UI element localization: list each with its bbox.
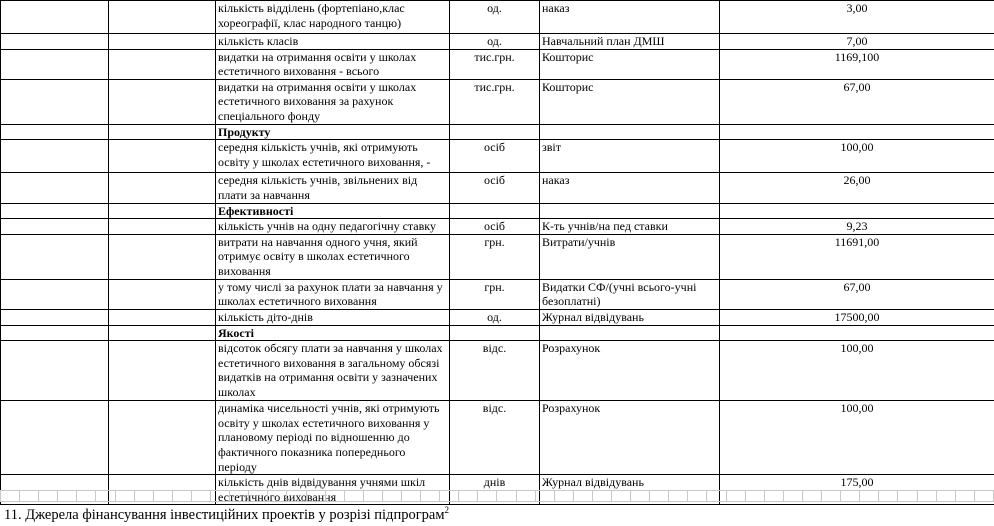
grid-cell bbox=[554, 491, 573, 502]
source-cell: наказ bbox=[540, 173, 720, 203]
grid-cell bbox=[96, 491, 115, 502]
source-cell: наказ bbox=[540, 1, 720, 34]
source-cell: Витрати/учнів bbox=[540, 234, 720, 279]
source-cell: К-ть учнів/на пед ставки bbox=[540, 219, 720, 235]
unit-cell: днів bbox=[450, 475, 540, 505]
blank-cell bbox=[540, 325, 720, 341]
indicator-name: середня кількість учнів, звільнених від плати за навчання bbox=[216, 173, 450, 203]
blank-cell bbox=[1, 140, 109, 173]
value-cell: 67,00 bbox=[720, 279, 994, 309]
value-cell: 9,23 bbox=[720, 219, 994, 235]
grid-cell bbox=[612, 491, 631, 502]
section-row bbox=[1, 203, 994, 219]
value-cell: 11691,00 bbox=[720, 234, 994, 279]
grid-cell bbox=[573, 491, 592, 502]
grid-cell bbox=[325, 491, 344, 502]
grid-cell bbox=[860, 491, 879, 502]
value-cell: 17500,00 bbox=[720, 309, 994, 325]
blank-cell bbox=[1, 34, 109, 50]
grid-cell bbox=[211, 491, 230, 502]
indicator-name: видатки на отримання освіти у школах естетичного виховання - всього bbox=[216, 49, 450, 79]
blank-cell bbox=[1, 49, 109, 79]
grid-cell bbox=[592, 491, 611, 502]
source-cell: Видатки СФ/(учні всього-учні безоплатні) bbox=[540, 279, 720, 309]
indicator-name: витрати на навчання одного учня, який отримує освіту в школах естетичного виховання bbox=[216, 234, 450, 279]
grid-cell bbox=[20, 491, 39, 502]
section-heading bbox=[4, 505, 449, 524]
blank-cell bbox=[109, 173, 216, 203]
table-row bbox=[1, 49, 994, 79]
blank-cell bbox=[1, 401, 109, 475]
source-cell: звіт bbox=[540, 140, 720, 173]
grid-cell bbox=[268, 491, 287, 502]
blank-cell bbox=[109, 124, 216, 140]
grid-cell bbox=[516, 491, 535, 502]
grid-cell bbox=[535, 491, 554, 502]
value-cell: 100,00 bbox=[720, 401, 994, 475]
grid-cell bbox=[382, 491, 401, 502]
source-cell: Кошторис bbox=[540, 79, 720, 124]
section-title: Якості bbox=[216, 325, 450, 341]
grid-cell bbox=[974, 491, 993, 502]
grid-cell bbox=[783, 491, 802, 502]
grid-cell bbox=[688, 491, 707, 502]
indicator-name: кількість відділень (фортепіано,клас хореографії, клас народного танцю) bbox=[216, 1, 450, 34]
table-row bbox=[1, 34, 994, 50]
blank-cell bbox=[109, 1, 216, 34]
section-title: Продукту bbox=[216, 124, 450, 140]
grid-cell bbox=[707, 491, 726, 502]
grid-cell bbox=[344, 491, 363, 502]
grid-cell bbox=[955, 491, 974, 502]
blank-cell bbox=[109, 79, 216, 124]
grid-cell bbox=[1, 491, 20, 502]
section-heading-text: 11. Джерела фінансування інвестиційних проектів у розрізі підпрограм bbox=[4, 507, 445, 523]
grid-cell bbox=[841, 491, 860, 502]
source-cell: Журнал відвідувань bbox=[540, 475, 720, 505]
blank-cell bbox=[450, 124, 540, 140]
blank-cell bbox=[109, 341, 216, 401]
indicator-name: кількість діто-днів bbox=[216, 309, 450, 325]
grid-cell bbox=[153, 491, 172, 502]
blank-cell bbox=[109, 219, 216, 235]
source-cell: Розрахунок bbox=[540, 401, 720, 475]
source-cell: Навчальний план ДМШ bbox=[540, 34, 720, 50]
grid-cell bbox=[191, 491, 210, 502]
blank-cell bbox=[109, 140, 216, 173]
blank-cell bbox=[109, 279, 216, 309]
table-row bbox=[1, 140, 994, 173]
grid-cell bbox=[898, 491, 917, 502]
grid-cell bbox=[306, 491, 325, 502]
grid-cell bbox=[650, 491, 669, 502]
blank-cell bbox=[1, 203, 109, 219]
unit-cell: од. bbox=[450, 309, 540, 325]
unit-cell: осіб bbox=[450, 140, 540, 173]
blank-cell bbox=[1, 1, 109, 34]
blank-cell bbox=[109, 325, 216, 341]
indicator-name: відсоток обсягу плати за навчання у школах естетичного виховання в загальному обсязі видатків на отримання освіти у зазначених школах bbox=[216, 341, 450, 401]
table-row bbox=[1, 173, 994, 203]
grid-cell bbox=[631, 491, 650, 502]
grid-cell bbox=[459, 491, 478, 502]
grid-cell bbox=[917, 491, 936, 502]
blank-cell bbox=[109, 401, 216, 475]
unit-cell: відс. bbox=[450, 341, 540, 401]
unit-cell: відс. bbox=[450, 401, 540, 475]
source-cell: Кошторис bbox=[540, 49, 720, 79]
table-row bbox=[1, 219, 994, 235]
blank-cell bbox=[1, 124, 109, 140]
indicator-name: у тому числі за рахунок плати за навчання у школах естетичного виховання bbox=[216, 279, 450, 309]
value-cell: 3,00 bbox=[720, 1, 994, 34]
grid-cell bbox=[115, 491, 134, 502]
indicator-name: кількість учнів на одну педагогічну ставку bbox=[216, 219, 450, 235]
grid-cell bbox=[58, 491, 77, 502]
unit-cell: осіб bbox=[450, 219, 540, 235]
unit-cell: грн. bbox=[450, 234, 540, 279]
blank-cell bbox=[1, 79, 109, 124]
unit-cell: од. bbox=[450, 34, 540, 50]
grid-cell bbox=[172, 491, 191, 502]
value-cell: 100,00 bbox=[720, 140, 994, 173]
blank-cell bbox=[720, 124, 994, 140]
indicator-name: кількість класів bbox=[216, 34, 450, 50]
grid-cell bbox=[249, 491, 268, 502]
blank-cell bbox=[109, 309, 216, 325]
blank-cell bbox=[720, 325, 994, 341]
grid-cell bbox=[421, 491, 440, 502]
indicator-name: динаміка чисельності учнів, які отримують освіту у школах естетичного виховання у плановому періоді по відношенню до фактичного показника попереднього періоду bbox=[216, 401, 450, 475]
grid-cell bbox=[802, 491, 821, 502]
unit-cell: од. bbox=[450, 1, 540, 34]
indicator-name: середня кількість учнів, які отримують освіту у школах естетичного виховання, - bbox=[216, 140, 450, 173]
value-cell: 26,00 bbox=[720, 173, 994, 203]
grid-cell bbox=[363, 491, 382, 502]
grid-cell bbox=[77, 491, 96, 502]
indicator-name: кількість днів відвідування учнями шкіл естетичного виховання bbox=[216, 475, 450, 505]
blank-cell bbox=[109, 234, 216, 279]
section-row bbox=[1, 325, 994, 341]
blank-cell bbox=[1, 173, 109, 203]
unit-cell: тис.грн. bbox=[450, 79, 540, 124]
grid-cell bbox=[669, 491, 688, 502]
value-cell: 100,00 bbox=[720, 341, 994, 401]
grid-cell bbox=[478, 491, 497, 502]
grid-cell bbox=[134, 491, 153, 502]
value-cell: 67,00 bbox=[720, 79, 994, 124]
table-row bbox=[1, 1, 994, 34]
grid-cell bbox=[39, 491, 58, 502]
grid-cell bbox=[440, 491, 459, 502]
grid-cell bbox=[745, 491, 764, 502]
value-cell: 7,00 bbox=[720, 34, 994, 50]
blank-cell bbox=[1, 234, 109, 279]
section-row bbox=[1, 124, 994, 140]
grid-cell bbox=[764, 491, 783, 502]
unit-cell: грн. bbox=[450, 279, 540, 309]
footnote-marker: 2 bbox=[444, 505, 450, 515]
grid-cell bbox=[822, 491, 841, 502]
blank-cell bbox=[450, 325, 540, 341]
blank-cell bbox=[1, 279, 109, 309]
indicator-name: видатки на отримання освіти у школах естетичного виховання за рахунок спеціального фонду bbox=[216, 79, 450, 124]
grid-cell bbox=[936, 491, 955, 502]
table-row bbox=[1, 79, 994, 124]
blank-cell bbox=[109, 49, 216, 79]
source-cell: Розрахунок bbox=[540, 341, 720, 401]
grid-cell bbox=[879, 491, 898, 502]
table-row bbox=[1, 341, 994, 401]
blank-cell bbox=[1, 219, 109, 235]
grid-cell bbox=[497, 491, 516, 502]
blank-cell bbox=[540, 124, 720, 140]
blank-cell bbox=[1, 325, 109, 341]
blank-cell bbox=[540, 203, 720, 219]
source-cell: Журнал відвідувань bbox=[540, 309, 720, 325]
grid-cell bbox=[230, 491, 249, 502]
table-row bbox=[1, 401, 994, 475]
spreadsheet-grid-row bbox=[0, 490, 994, 502]
table-row bbox=[1, 279, 994, 309]
blank-cell bbox=[450, 203, 540, 219]
value-cell: 1169,100 bbox=[720, 49, 994, 79]
blank-cell bbox=[1, 309, 109, 325]
grid-cell bbox=[287, 491, 306, 502]
table-row bbox=[1, 234, 994, 279]
grid-cell bbox=[726, 491, 745, 502]
section-title: Ефективності bbox=[216, 203, 450, 219]
blank-cell bbox=[1, 341, 109, 401]
unit-cell: тис.грн. bbox=[450, 49, 540, 79]
blank-cell bbox=[109, 34, 216, 50]
table-row bbox=[1, 309, 994, 325]
value-cell: 175,00 bbox=[720, 475, 994, 505]
grid-cell bbox=[401, 491, 420, 502]
blank-cell bbox=[720, 203, 994, 219]
blank-cell bbox=[109, 203, 216, 219]
unit-cell: осіб bbox=[450, 173, 540, 203]
